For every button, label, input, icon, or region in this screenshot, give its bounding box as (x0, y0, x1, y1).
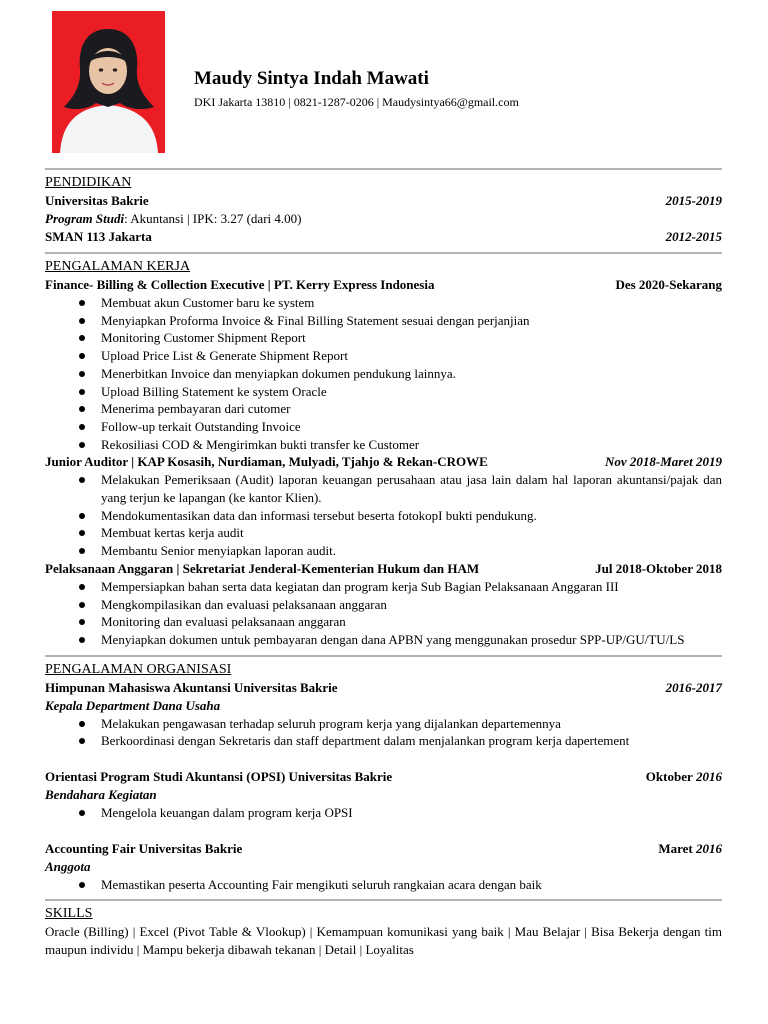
org-header (45, 679, 722, 697)
org-period (646, 768, 722, 786)
profile-photo (52, 11, 165, 153)
list-item: Monitoring dan evaluasi pelaksanaan anggaran (45, 613, 722, 631)
job-period: Nov 2018-Maret 2019 (605, 454, 722, 470)
list-item: Membuat akun Customer baru ke system (45, 294, 722, 312)
person-portrait-image (52, 11, 165, 153)
job-header (45, 276, 722, 294)
org-period-year: 2016 (696, 769, 722, 785)
school-years: 2012-2015 (665, 229, 722, 244)
program-value: : Akuntansi | IPK: 3.27 (dari 4.00) (124, 211, 302, 226)
section-divider (45, 168, 722, 170)
job-duties (45, 471, 722, 560)
school-name: SMAN 113 Jakarta (45, 229, 152, 244)
job-header (45, 560, 722, 578)
education-row (45, 228, 722, 246)
org-duties (45, 876, 722, 894)
section-title-education: PENDIDIKAN (45, 175, 132, 190)
list-item: Upload Price List & Generate Shipment Report (45, 347, 722, 365)
org-period-month: Maret (658, 840, 693, 856)
org-period-year: 2016 (696, 840, 722, 856)
list-item: Monitoring Customer Shipment Report (45, 329, 722, 347)
list-item: Membuat kertas kerja audit (45, 524, 722, 542)
job-period: Jul 2018-Oktober 2018 (595, 560, 722, 576)
university-name: Universitas Bakrie (45, 193, 149, 208)
org-period-month: Oktober (645, 769, 693, 785)
list-item: Rekosiliasi COD & Mengirimkan bukti transfer ke Customer (45, 436, 722, 454)
list-item: Mengelola keuangan dalam program kerja OPSI (45, 804, 722, 822)
list-item: Mempersiapkan bahan serta data kegiatan dan program kerja Sub Bagian Pelaksanaan Anggaran III (45, 578, 722, 596)
section-divider (45, 655, 722, 657)
list-item: Menyiapkan Proforma Invoice & Final Billing Statement sesuai dengan perjanjian (45, 312, 722, 330)
section-title-work: PENGALAMAN KERJA (45, 259, 191, 274)
list-item: Memastikan peserta Accounting Fair mengikuti seluruh rangkaian acara dengan baik (45, 876, 722, 894)
list-item: Mendokumentasikan data dan informasi tersebut beserta fotokopI bukti pendukung. (45, 507, 722, 525)
job-title: Junior Auditor | KAP Kosasih, Nurdiaman, Mulyadi, Tjahjo & Rekan-CROWE (45, 454, 488, 470)
program-label: Program Studi (45, 211, 125, 226)
org-header (45, 768, 722, 786)
org-role: Bendahara Kegiatan (45, 787, 157, 803)
list-item: Follow-up terkait Outstanding Invoice (45, 418, 722, 436)
section-divider (45, 252, 722, 254)
job-duties (45, 578, 722, 649)
resume-content (45, 168, 722, 959)
org-period: 2016-2017 (665, 679, 722, 695)
university-years: 2015-2019 (665, 193, 722, 208)
org-name: Orientasi Program Studi Akuntansi (OPSI) Universitas Bakrie (45, 769, 393, 785)
list-item: Mengkompilasikan dan evaluasi pelaksanaan anggaran (45, 596, 722, 614)
org-period (658, 840, 722, 858)
job-period: Des 2020-Sekarang (615, 277, 722, 292)
job-header (45, 453, 722, 471)
program-line (45, 210, 722, 228)
org-header (45, 840, 722, 858)
candidate-name: Maudy Sintya Indah Mawati (194, 68, 429, 89)
section-title-skills: SKILLS (45, 906, 93, 922)
list-item: Berkoordinasi dengan Sekretaris dan staff department dalam menjalankan program kerja dapertement (45, 732, 722, 750)
list-item: Melakukan Pemeriksaan (Audit) laporan keuangan perusahaan atau jasa lain dalam hal laporan akuntansi/pajak dan yang terjun ke lapangan (ke kantor Klien). (45, 471, 722, 506)
org-name: Accounting Fair Universitas Bakrie (45, 840, 243, 856)
skills-text: Oracle (Billing) | Excel (Pivot Table & Vlookup) | Kemampuan komunikasi yang baik | Mau Belajar | Bisa Bekerja dengan tim maupun individu | Mampu bekerja dibawah tekanan | Detail | Loyalitas (45, 924, 722, 958)
org-role: Anggota (45, 858, 91, 874)
list-item: Membantu Senior menyiapkan laporan audit. (45, 542, 722, 560)
list-item: Menyiapkan dokumen untuk pembayaran dengan dana APBN yang menggunakan prosedur SPP-UP/GU/TU/LS (45, 631, 722, 649)
section-divider (45, 899, 722, 901)
job-title: Pelaksanaan Anggaran | Sekretariat Jenderal-Kementerian Hukum dan HAM (45, 560, 480, 576)
org-duties (45, 715, 722, 750)
org-role: Kepala Department Dana Usaha (45, 697, 221, 713)
education-row (45, 192, 722, 210)
contact-info: DKI Jakarta 13810 | 0821-1287-0206 | Maudysintya66@gmail.com (194, 95, 519, 109)
job-title: Finance- Billing & Collection Executive | PT. Kerry Express Indonesia (45, 277, 435, 292)
job-duties (45, 294, 722, 453)
section-title-organization: PENGALAMAN ORGANISASI (45, 661, 232, 677)
list-item: Menerbitkan Invoice dan menyiapkan dokumen pendukung lainnya. (45, 365, 722, 383)
list-item: Upload Billing Statement ke system Oracle (45, 383, 722, 401)
list-item: Melakukan pengawasan terhadap seluruh program kerja yang dijalankan departemennya (45, 715, 722, 733)
org-duties (45, 804, 722, 822)
org-name: Himpunan Mahasiswa Akuntansi Universitas Bakrie (45, 679, 338, 695)
list-item: Menerima pembayaran dari cutomer (45, 400, 722, 418)
